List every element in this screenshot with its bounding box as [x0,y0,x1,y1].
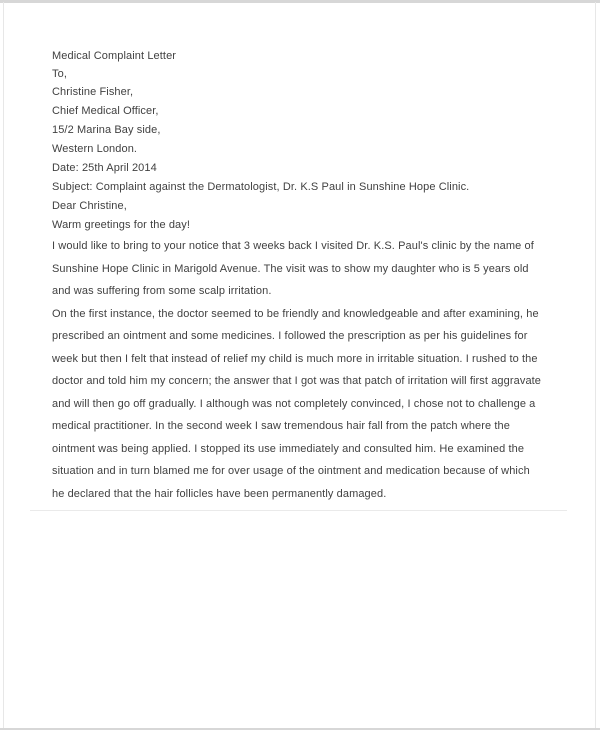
page-top-edge [0,0,600,3]
body-paragraph-1: I would like to bring to your notice that 3 weeks back I visited Dr. K.S. Paul's clinic by the name of Sunshine Hope Clinic in Marigold Avenue. The visit was to show my daughter who is 5 years old and was suffering from some scalp irritation. [52,240,534,297]
letter-content [52,47,545,511]
recipient-title: Chief Medical Officer, [52,105,159,117]
body-paragraph-2: On the first instance, the doctor seemed to be friendly and knowledgeable and after examining, he prescribed an ointment and some medicines. I followed the prescription as per his guidelines for week but then I felt that instead of relief my child is much more in irritable situation. I rushed to the doctor and told him my concern; the answer that I got was that patch of irritation will first aggravate and will then go off gradually. I although was not completely convinced, I chose not to challenge a medical practitioner. In the second week I saw tremendous hair fall from the patch where the ointment was being applied. I stopped its use immediately and consulted him. He examined the situation and in turn blamed me for over usage of the ointment and medication because of which he declared that the hair follicles have been permanently damaged. [52,307,542,500]
greeting: Dear Christine, [52,200,127,212]
recipient-city: Western London. [52,143,138,155]
recipient-address: 15/2 Marina Bay side, [52,124,161,136]
recipient-name: Christine Fisher, [52,86,134,98]
letter-title: Medical Complaint Letter [52,50,177,62]
footer-divider [30,510,567,511]
subject-line: Subject: Complaint against the Dermatologist, Dr. K.S Paul in Sunshine Hope Clinic. [52,181,470,193]
opening-line: Warm greetings for the day! [52,219,191,231]
to-label: To, [52,68,67,80]
date-line: Date: 25th April 2014 [52,162,157,174]
